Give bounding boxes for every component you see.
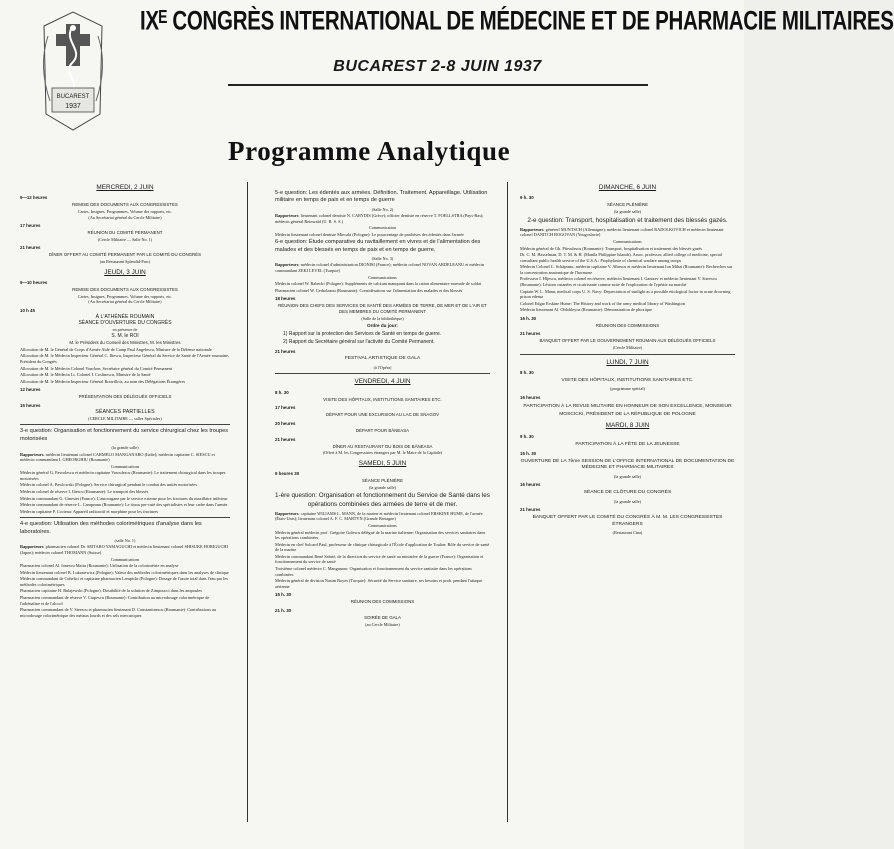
event-title: DÎNER OFFERT AU COMITÉ PERMANENT PAR LE COMITÉ DU CONGRÈS xyxy=(48,252,202,258)
event-title: RÉUNION DES COMMISSIONS xyxy=(350,599,415,605)
time-label: 17 heures xyxy=(20,223,41,229)
time-label: 15 heures xyxy=(20,403,41,408)
day-header-monday: LUNDI, 7 JUIN xyxy=(606,358,649,366)
event-title: DÉPART POUR BĂNEASA xyxy=(355,427,410,433)
rapporteurs: Rapporteurs: pharmacien colonel Dr. SEITARO YAMAGUCHI et médecin lieutenant colonel SHISUKE HORIGUCHI (Japon); médecin colonel THOMANN (Suisse) xyxy=(20,544,228,555)
time-label: 15 h. 30 xyxy=(520,451,537,457)
event-location: (Au Secrétariat général du Cercle Militaire) xyxy=(88,299,162,305)
communication: Captain W. L. Mann, medical corps U. S. Navy: Depreciation of sunlight as a possible etiological factor in acute drowning prison edema xyxy=(520,288,731,300)
question-title: 3-e question: Organisation et fonctionnement du service chirurgical chez les troupes motorisées xyxy=(20,428,229,442)
section-divider xyxy=(20,517,230,518)
day-header-friday: VENDREDI, 4 JUIN xyxy=(354,378,411,386)
rapporteurs: Rapporteurs: capitaine WILIAMS L. MANN, de la marine et médecin lieutenant colonel ERSKINE HUME, de l'armée (États-Unis); lieutenant colonel A. F. C. MARTYN (Grande Bretagne) xyxy=(275,510,483,522)
question-title: 1-ère question: Organisation et fonctionnement du Service de Santé dans les opérations combinées des armées de terre et de mer. xyxy=(275,492,490,508)
time-label: 9 h. 30 xyxy=(520,195,534,201)
communication: Médecin commandant G. Ginestet (France): L'autoorgane par le service externe pour les fractures du maxillaire inférieur xyxy=(20,495,228,501)
event-title: BANQUET OFFERT PAR LE GOUVERNEMENT ROUMAIN AUX DÉLÉGUÉS OFFICIELS xyxy=(539,338,716,344)
event-title: DÎNER AU RESTAURANT DU BOIS DE BĂNEASA xyxy=(332,443,433,449)
rapporteurs: Rapporteurs: lieutenant colonel dentiste N. CARYDIS (Grèce); officier dentiste en réserve T. FOELLSTRA (Pays-Bas); médecin général Reinwald (U. R. S. S.) xyxy=(275,213,484,224)
communication: Médecin général de Gh. Pârvulescu (Roumanie): Transport, hospitalisation et traitement des blessés gazés xyxy=(520,245,703,251)
communications-header: Communications xyxy=(368,522,397,528)
time-label: 16 heures xyxy=(520,482,541,488)
event-title: BANQUET OFFERT PAR LE COMITÉ DU CONGRÈS À M. M. LES CONGRESSISTES ÉTRANGERS xyxy=(532,515,723,527)
event-location: (Restaurant Cina) xyxy=(612,530,643,536)
question-title: 4-e question: Utilisation des méthodes colorimétriques d'analyse dans les laboratoires. xyxy=(20,521,202,535)
time-label: 15 h. 30 xyxy=(275,592,292,598)
communication: Médecin lieutenant Al. Oldobleyoa (Roumanie): Démonstration de phoxique xyxy=(520,307,652,313)
communication: Médecin colonel A. Pawlowski (Pologne): Service chirurgical pendant le combat des unités motorisées xyxy=(20,482,197,488)
column-3 xyxy=(520,180,735,845)
event-title: DÉPART POUR UNE EXCURSION AU LAC DE SNAGOV xyxy=(325,412,440,418)
time-label: 21 heures xyxy=(520,507,541,513)
event-location: (Cercle Militaire) xyxy=(612,345,643,351)
time-label: 9—12 heures xyxy=(20,195,48,201)
communications-header: Communications xyxy=(368,274,397,280)
event-title: SÉANCE PLÉNIÈRE xyxy=(607,202,648,208)
event-detail: M. le Président du Conseil des Ministres, M. les Ministres xyxy=(69,340,181,346)
communications-header: Communication xyxy=(369,225,396,231)
time-label: 8 h. 30 xyxy=(275,389,289,395)
rapporteurs: Rapporteurs: générerl MUNTSCH (Allemagne); médecin lieutenant colonel RADOLKOVICH et médecin lieutenant colonel DANITCH ROGOVAN (Yougoslavie) xyxy=(520,226,724,238)
section-divider xyxy=(520,354,735,355)
question-title: 5-e question: Les édentés aux armées. Définition. Traitement. Appareillage. Utilisation militaire en temps de paix et en temps de guerre xyxy=(275,190,488,204)
day-header-sunday: DIMANCHE, 6 JUIN xyxy=(598,184,657,191)
time-label: 9 h. 30 xyxy=(520,433,534,439)
allocution: Allocution de M. le Médecin Inspecteur Général Rouvillois, au nom des Délégations Étrangères xyxy=(20,378,186,384)
time-label: 16 heures xyxy=(520,394,541,400)
communication: Pharmacien colonel Al. Ionescu Matiu (Roumanie): Utilisation de la colorimétrie en analyse xyxy=(20,563,179,569)
header-divider xyxy=(228,84,648,86)
event-title: À L'ATHÉNÉE ROUMAIN xyxy=(95,313,155,320)
emblem-text: BUCAREST xyxy=(56,94,90,100)
day-header-thursday: JEUDI, 3 JUIN xyxy=(104,268,146,276)
caduceus-cross-emblem-icon xyxy=(34,6,112,134)
time-label: 10 h 45 xyxy=(20,307,35,313)
event-title: PARTICIPATION À LA FÊTE DE LA JEUNESSE xyxy=(575,441,680,447)
allocution: Allocution de M. le Médecin Inspecteur Général C. Iliescu, Inspecteur Général du Service de Santé de l'Armée roumaine, Président du Congrès xyxy=(20,353,229,365)
agenda-item: 1) Rapport sur la protection des Services de Santé en temps de guerre. xyxy=(283,330,442,337)
communication: Pharmacien capitaine H. Bulajewski (Pologne): Dosabilité de la solution de Zimpoucci dans les ampoules xyxy=(20,588,202,594)
communication: Médecin général G. Pavrolescu et médecin capitaine Vasculescu (Roumanie): Le traitement chirurgical dans les troupes motorisées xyxy=(20,470,226,481)
time-label: 17 heures xyxy=(275,405,296,411)
time-label: 21 heures xyxy=(275,436,296,442)
event-detail: (Offert à M. les Congressistes étrangers par M. le Maire de la Capitale) xyxy=(322,450,443,456)
day-header-tuesday: MARDI, 8 JUIN xyxy=(605,422,650,430)
event-location: (la grande salle) xyxy=(614,473,641,479)
communication: Pharmacien colonel W. Cerboleanu (Roumanie): Considérations sur l'alimentation des malades et des blessés xyxy=(275,287,463,293)
time-label: 18 heures xyxy=(275,296,296,302)
event-title: REMISE DES DOCUMENTS AUX CONGRESSISTES xyxy=(72,202,178,208)
question-room: (salle No. 1) xyxy=(114,537,136,543)
event-detail: Cartes, Insignes, Programmes, Volume des rapports, etc. xyxy=(77,209,173,215)
communication: Médecin Colonel C. Schăţeanu, médecin capitaine V. Albescu et médecin lieutenant Ion Mihai (Roumanie): Recherches sur la concentration anatomique de l'hormone xyxy=(520,264,733,275)
congress-subtitle: BUCAREST 2-8 JUIN 1937 xyxy=(333,58,542,75)
question-room: (Salle No. 3) xyxy=(371,255,394,261)
time-label: 9—10 heures xyxy=(20,279,48,285)
time-label: 12 heures xyxy=(20,387,41,393)
congress-title: IXᴱ CONGRÈS INTERNATIONAL DE MÉDECINE ET DE PHARMACIE MILITAIRES xyxy=(140,6,894,36)
time-label: 21 heures xyxy=(275,348,296,354)
question-room: (Salle No. 2) xyxy=(371,206,394,212)
agenda-header: Ordre du jour: xyxy=(367,323,398,329)
time-label: 21 h. 30 xyxy=(275,607,292,613)
communication: Médecin en chef Solcard Paul, professeur de clinique chirurgicale à l'École d'application de Toulon: Rôle du service de santé de la marine xyxy=(275,541,490,553)
time-label: 16 h. 30 xyxy=(520,315,537,321)
allocution: Allocution de M. le Général de Corps d'Armée Aide de Camp Paul Angelescu, Ministre de la Défense nationale xyxy=(20,346,212,352)
communication: Pharmacien commandant de V. Steescu et pharmacien lieutenant D. Constantinescu (Roumanie): Contributions au microdosage colorimétrique des métaux lourds et des sels mercuriques xyxy=(20,607,217,618)
event-location: (à l'Opéra) xyxy=(373,364,392,370)
communications-header: Communications xyxy=(110,463,140,469)
column-1 xyxy=(20,180,230,845)
communications-header: Communications xyxy=(613,238,642,244)
event-location: (Salle de la bibliothèque) xyxy=(361,315,404,321)
event-location: (la grande salle) xyxy=(614,498,641,504)
communication: Dr. C. M. Hasselman, D. T. M. & H. (Manila Philippine Islands). Assoc. professor, allied college of medicine, special consultant public health service of the U.S.A.: Prophylaxie of chemical warfare among troops xyxy=(520,252,722,263)
event-title: SÉANCES PARTIELLES xyxy=(95,408,155,415)
section-divider xyxy=(275,373,490,374)
event-title: VISITE DES HÔPITAUX, INSTITUTIONS SANITAIRES ETC. xyxy=(561,377,694,383)
event-title: SOIRÉE DE GALA xyxy=(364,614,401,620)
event-detail: S. M. le ROI xyxy=(111,332,139,339)
communication: Médecin lieutenant colonel dentiste Mieczki (Pologne): Le pourcentage de prothèses des édentés dans l'armée xyxy=(275,231,464,237)
event-subtitle: SÉANCE D'OUVERTURE DU CONGRÈS xyxy=(78,320,172,327)
time-label: 21 heures xyxy=(520,331,541,337)
event-title: PRÉSENTATION DES DÉLÉGUÉS OFFICIELS xyxy=(78,394,172,400)
event-location: (la grande salle) xyxy=(369,484,396,490)
day-header-saturday: SAMEDI, 5 JUIN xyxy=(358,459,407,467)
time-label: 8 h. 30 xyxy=(520,370,534,376)
communication: Médecin général de division Nasim Boyes (Turquie): Sécurité du Service sanitaire, ses besoins et prob. pendant l'attaque aérienne xyxy=(275,578,483,589)
day-header-wednesday: MERCREDI, 2 JUIN xyxy=(96,184,154,191)
event-title: OUVERTURE DE LA 7ème SESSION DE L'OFFICE INTERNATIONAL DE DOCUMENTATION DE MÉDECINE ET PHARMACIE MILITAIRES xyxy=(520,458,735,471)
event-title: VISITE DES HÔPITAUX, INSTITUTIONS SANITAIRES ETC. xyxy=(323,396,442,402)
event-location: (Cercle Militaire — Salle No. 1) xyxy=(97,236,153,242)
event-location: (au Cercle Militaire) xyxy=(365,621,400,627)
event-detail: en présence de xyxy=(112,326,138,332)
column-2 xyxy=(275,180,490,845)
programme-title: Programme Analytique xyxy=(228,136,511,166)
emblem-year: 1937 xyxy=(65,103,81,110)
event-detail: (programme spécial) xyxy=(610,386,645,392)
event-title: RÉUNION DES CHEFS DES SERVICES DE SANTÉ DES ARMÉES DE TERRE, DE MER ET DE L'AIR ET DES MEMBRES DU COMITÉ PERMANENT xyxy=(278,303,487,314)
event-title: RÉUNION DES COMMISSIONS xyxy=(595,322,660,328)
question-title: 2-e question: Transport, hospitalisation et traitement des blessés gazés. xyxy=(527,216,728,224)
event-location: (la grande salle) xyxy=(614,209,641,215)
communication: Colonel Edgar Erskine Hume: The History and work of the army medical library of Washington xyxy=(520,300,685,306)
question-title: 6-e question: Étude comparative du ravitaillement en vivres et de l'alimentation des malades et des blessés en temps de paix et en temps de guerre. xyxy=(275,239,481,253)
communications-header: Communications xyxy=(110,556,140,562)
communication: Pharmacien commandant de réserve V. Ciupescu (Roumanie): Contribution au microdosage colorimétrique de l'adrénaline et de l'alcool xyxy=(20,594,210,606)
communication: Médecin capitaine P. Cocteau: Appareil radioactif et morphine pour les fractures xyxy=(20,508,159,514)
event-location: (CERCLE MILITAIRE — salles Spéciales) xyxy=(88,415,162,421)
event-detail: Cartes, Insignes, Programmes, Volume des rapports, etc. xyxy=(77,293,173,299)
column-divider-2 xyxy=(507,182,508,822)
column-divider-1 xyxy=(247,182,248,822)
communication: Médecin lieutenant colonel B. Lukasiewicz (Pologne): Valeur des méthodes colorimétriques dans les analyses de clinique xyxy=(20,569,229,575)
question-room: (la grande salle) xyxy=(111,445,139,451)
event-title: PARTICIPATION À LA REVUE MILITAIRE EN HONNEUR DE SON EXCELLENCE, MONSIEUR MOSCICKI, PRÉSIDENT DE LA RÉPUBLIQUE DE POLOGNE xyxy=(523,403,732,417)
time-label: 21 heures xyxy=(20,245,41,251)
event-title: REMISE DES DOCUMENTS AUX CONGRESSISTES xyxy=(72,286,178,292)
communication: Médecin commandant de Cuhelici et capitaine pharmacien Lempicki (Pologne): Dosage de l'azote total dans l'eau par les méthodes colorimétriques xyxy=(20,576,228,587)
communication: Professeur I. Hîjescu, médecin colonel en réserve, médecin lieutenant I. Gantzev et médecin lieutenant V. Streescu (Roumanie): Lésions cutanées et cicatrisante comme suite de l'exploration de l'ypérite au marché xyxy=(520,276,717,287)
communication: Médecin général médecin prof. Grégoire Golescu délégué de la marine italienne: Organisation des services sanitaires dans les opérations combinées xyxy=(275,529,486,541)
section-divider xyxy=(20,424,230,425)
event-title: SÉANCE PLÉNIÈRE xyxy=(362,478,403,484)
event-title: FESTIVAL ARTISTIQUE DE GALA xyxy=(344,356,421,362)
communication: Médecin commandant de réserve L. Campeanu (Roumanie): Le tissus per-cuté des spécialistes et leur cadre dans l'armée xyxy=(20,502,228,508)
agenda-item: 2) Rapport du Secrétaire général sur l'activité du Comité Permanent. xyxy=(283,338,435,345)
agenda-list xyxy=(275,331,490,346)
event-location: (au Restaurant Splendid-Parc) xyxy=(99,258,151,264)
time-label: 20 heures xyxy=(275,421,296,427)
communication: Médecin colonel de réserve I. Iliescu (Roumanie): Le transport des blessés xyxy=(20,489,149,494)
allocution: Allocution de M. le Médecin Lt. Colonel I. Coslinescu, Ministre de la Santé xyxy=(20,372,151,378)
communication: Médecin commandant René Sabrié, de la direction du service de santé au ministère de la guerre (France): Organisation et fonctionnement du service de santé xyxy=(275,553,484,565)
rapporteurs: Rapporteurs: médecin colonel d'administration DIONISI (France); médecin colonel NOVAN ARDELEANU et médecin commandant ZEKI LEVEL (Turquie) xyxy=(275,262,484,274)
event-title: SÉANCE DE CLÔTURE DU CONGRÈS xyxy=(583,490,672,496)
event-location: (Au Secrétariat général du Cercle Militaire) xyxy=(88,214,162,220)
allocution: Allocution de M. le Médecin Colonel Voncken, Secrétaire général du Comité Permanent xyxy=(20,365,172,371)
time-label: 9 heures 30 xyxy=(275,471,300,477)
communication: Médecin colonel W. Rabecki (Pologne): Suppléments de calcium manquant dans la ration alimentaire normale de soldat xyxy=(275,281,482,287)
communication: Troisième colonel médecin C. Manganaro: Organisation et fonctionnement du service sanitaire dans les opérations combinées xyxy=(275,566,472,577)
event-title: RÉUNION DU COMITÉ PERMANENT xyxy=(87,229,163,235)
rapporteurs: Rapporteurs: médecin lieutenant colonel CARMELO MANGANARO (Italie); médecin capitaine C. SIESCU et médecin commandant I. GHEORGHIU (Roumanie) xyxy=(20,451,215,463)
